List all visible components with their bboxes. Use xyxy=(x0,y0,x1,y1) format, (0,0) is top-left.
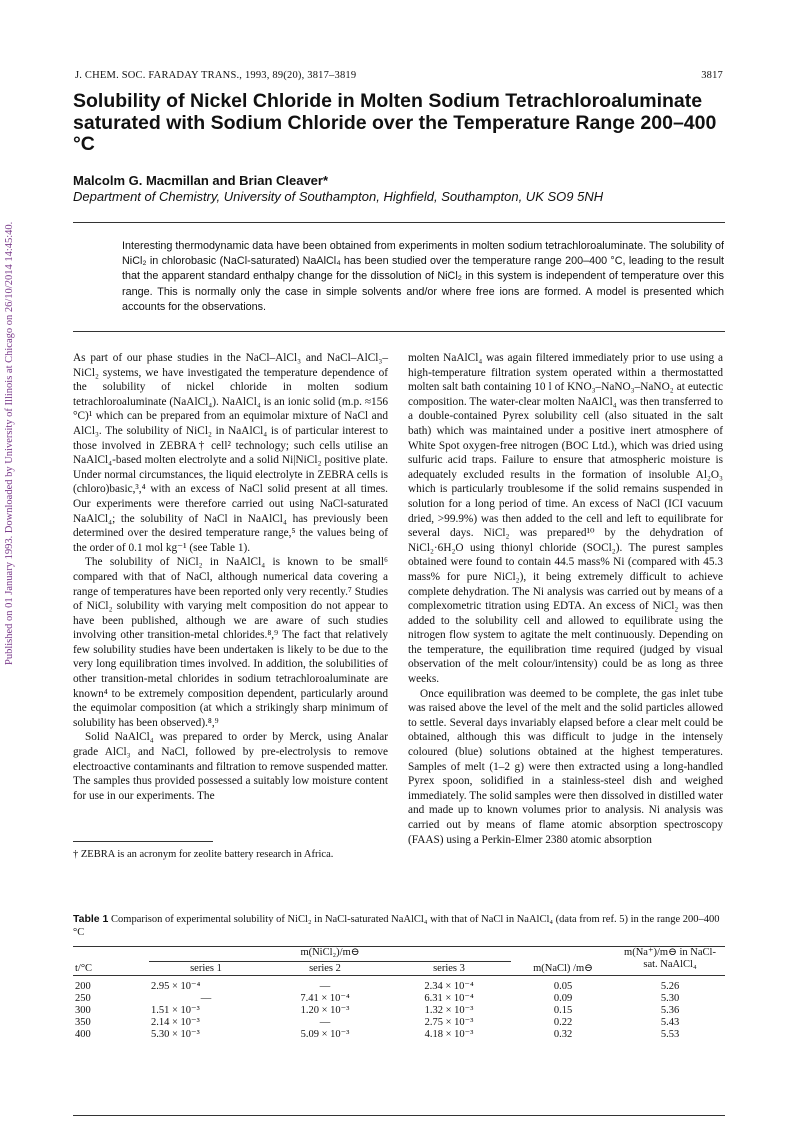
table-bottom-rule xyxy=(73,1115,725,1116)
title-divider xyxy=(73,222,725,223)
body-paragraph: As part of our phase studies in the NaCl–AlCl₃ and NaCl–AlCl₃–NiCl₂ systems, we have investigated the temperature dependence of the solubility of nickel chloride in molten sodium tetrachloroaluminate (NaAlCl₄). NaAlCl₄ is an ionic solid (m.p. ≈156 °C)¹ which can be prepared from an equimolar mixture of NaCl and AlCl₃. The solubility of NiCl₂ in NaAlCl₄ is of particular interest to those involved in ZEBRA† cell² technology; such cells utilise an NaAlCl₄-based molten electrolyte and a solid Ni|NiCl₂ positive plate. Under normal circumstances, the liquid electrolyte in ZEBRA cells is (chloro)basic,³,⁴ with an excess of NaCl solid present at all times. Our experiments were therefore carried out using NaCl-saturated NaAlCl₄; the solubility of NaCl in NaAlCl₄ has previously been determined over the desired temperature range,⁵ the values being of the order of 0.1 mol kg⁻¹ (see Table 1). xyxy=(73,352,388,554)
solubility-table xyxy=(73,946,725,1041)
na-column-header: m(Na⁺)/m⊖ in NaCl-sat. NaAlCl₄ xyxy=(624,947,716,970)
nacl-column-header: m(NaCl) /m⊖ xyxy=(533,963,593,974)
body-paragraph: molten NaAlCl₄ was again filtered immediately prior to use using a high-temperature filtration system operated within a thermostatted molten salt bath containing 10 l of KNO₃–NaNO₃–NaNO₂ at eutectic composition. The water-clear molten NaAlCl₄ was then transferred to a double-contained Pyrex solubility cell (also situated in the salt bath) which was maintained under a positive inert atmosphere of White Spot oxygen-free nitrogen (BOC Ltd.), which was dried using sulfuric acid traps. Failure to ensure that atmospheric moisture is adequately excluded results in the formation of insoluble Al₂O₃ which is particularly troublesome if the solid remains suspended in solution for a long period of time. An excess of NaCl (ICI vacuum dried, >99.9%) was then added to the cell and left to equilibrate for several days. NiCl₂ was prepared¹⁰ by the dehydration of NiCl₂·6H₂O using thionyl chloride (SOCl₂). The purest samples obtained were found to contain 44.5 mass% Ni (compared with 45.3 mass% for pure NiCl₂), it being extremely difficult to achieve complete dehydration. The Ni analysis was carried out by means of a complexometric titration using EDTA. An excess of NiCl₂ was then added to the solubility cell and allowed to equilibrate using the nitrogen flow system to agitate the melt continuously. Depending on the temperature, the equilibration time required (judged by visual observation of the melt colour/intensity) could be as long as three weeks. xyxy=(408,352,723,686)
table-caption xyxy=(73,913,725,939)
running-header xyxy=(75,70,723,81)
author-list: Malcolm G. Macmillan and Brian Cleaver* xyxy=(73,173,329,188)
table-label: Table 1 xyxy=(73,913,109,925)
table-caption-text: Comparison of experimental solubility of NiCl₂ in NaCl-saturated NaAlCl₄ with that of NaCl in NaAlCl₄ (data from ref. 5) in the range 200–400 °C xyxy=(73,914,720,938)
abstract-divider xyxy=(73,331,725,332)
download-watermark-text: Published on 01 January 1993. Downloaded by University of Illinois at Chicago on 26/10/2014 14:45:40. xyxy=(4,221,15,665)
table-row: 350 2.14 × 10⁻³ — 2.75 × 10⁻³ 0.22 5.43 xyxy=(75,1017,680,1028)
paper-title: Solubility of Nickel Chloride in Molten Sodium Tetrachloroaluminate saturated with Sodium Chloride over the Temperature Range 200–400 °C xyxy=(73,90,717,155)
page-number: 3817 xyxy=(701,70,723,81)
nicl2-group-header: m(NiCl₂)/m⊖ xyxy=(149,947,511,962)
table-row: 400 5.30 × 10⁻³ 5.09 × 10⁻³ 4.18 × 10⁻³ 0.32 5.53 xyxy=(75,1029,680,1040)
table-row: 300 1.51 × 10⁻³ 1.20 × 10⁻³ 1.32 × 10⁻³ 0.15 5.36 xyxy=(75,1005,680,1016)
author-affiliation: Department of Chemistry, University of Southampton, Highfield, Southampton, UK SO9 5NH xyxy=(73,189,604,204)
table-row: 200 2.95 × 10⁻⁴ — 2.34 × 10⁻⁴ 0.05 5.26 xyxy=(75,981,680,992)
body-paragraph: Once equilibration was deemed to be complete, the gas inlet tube was raised above the level of the melt and the solid particles allowed to settle. Several days invariably elapsed before a clear melt could be obtained, although this was difficult to judge in the intensely coloured (blue) solutions obtained at the highest temperatures. Samples of melt (1–2 g) were then extracted using a long-handled Pyrex spoon, solidified in a stainless-steel dish and weighed immediately. The solid samples were then dissolved in distilled water and made up to known volumes prior to analysis. Ni analysis was carried out by means of flame atomic absorption spectroscopy (FAAS) using a Perkin-Elmer 2380 atomic absorption xyxy=(408,687,723,846)
temperature-column-header: t/°C xyxy=(75,963,93,974)
body-paragraph: The solubility of NiCl₂ in NaAlCl₄ is known to be small⁶ compared with that of NaCl, although numerical data covering a range of temperatures have been reported only very recently.⁷ Studies of NiCl₂ solubility with varying melt composition do not appear to have been published, although we are aware of such studies involving other transition-metal chlorides.⁸,⁹ The fact that relatively few solubility studies have been undertaken is likely to be due to the very long equilibration times involved. In addition, the solubilities of other transition-metal chlorides in sodium tetrachloroaluminate are known⁴ to be extremely composition dependent, particularly around the equimolar composition (at which a strikingly sharp minimum of solubility has been observed).⁸,⁹ xyxy=(73,556,388,729)
left-column xyxy=(73,351,388,803)
table-header-row xyxy=(73,947,725,962)
series2-column-header: series 2 xyxy=(309,963,341,974)
body-paragraph: Solid NaAlCl₄ was prepared to order by Merck, using Analar grade AlCl₃ and NaCl, followed by pre-electrolysis to remove electroactive contaminants and filtration to remove suspended matter. The samples thus provided possessed a suitably low moisture content for use in our experiments. The xyxy=(73,731,388,802)
table-row: 250 — 7.41 × 10⁻⁴ 6.31 × 10⁻⁴ 0.09 5.30 xyxy=(75,993,680,1004)
series3-column-header: series 3 xyxy=(433,963,465,974)
abstract: Interesting thermodynamic data have been obtained from experiments in molten sodium tetrachloroaluminate. The solubility of NiCl₂ in chlorobasic (NaCl-saturated) NaAlCl₄ has been studied over the temperature range 200–400 °C, leading to the result that the apparent standard enthalpy change for the dissolution of NiCl₂ in this system is independent of temperature over this range. This is normally only the case in simple solvents and/or where free ions are formed. A model is presented which accounts for the observations. xyxy=(122,240,724,313)
journal-citation: J. CHEM. SOC. FARADAY TRANS., 1993, 89(20), 3817–3819 xyxy=(75,70,357,81)
series1-column-header: series 1 xyxy=(190,963,222,974)
footnote: † ZEBRA is an acronym for zeolite battery research in Africa. xyxy=(73,849,334,860)
download-watermark xyxy=(2,200,16,670)
footnote-divider xyxy=(73,841,213,842)
right-column xyxy=(408,351,723,847)
